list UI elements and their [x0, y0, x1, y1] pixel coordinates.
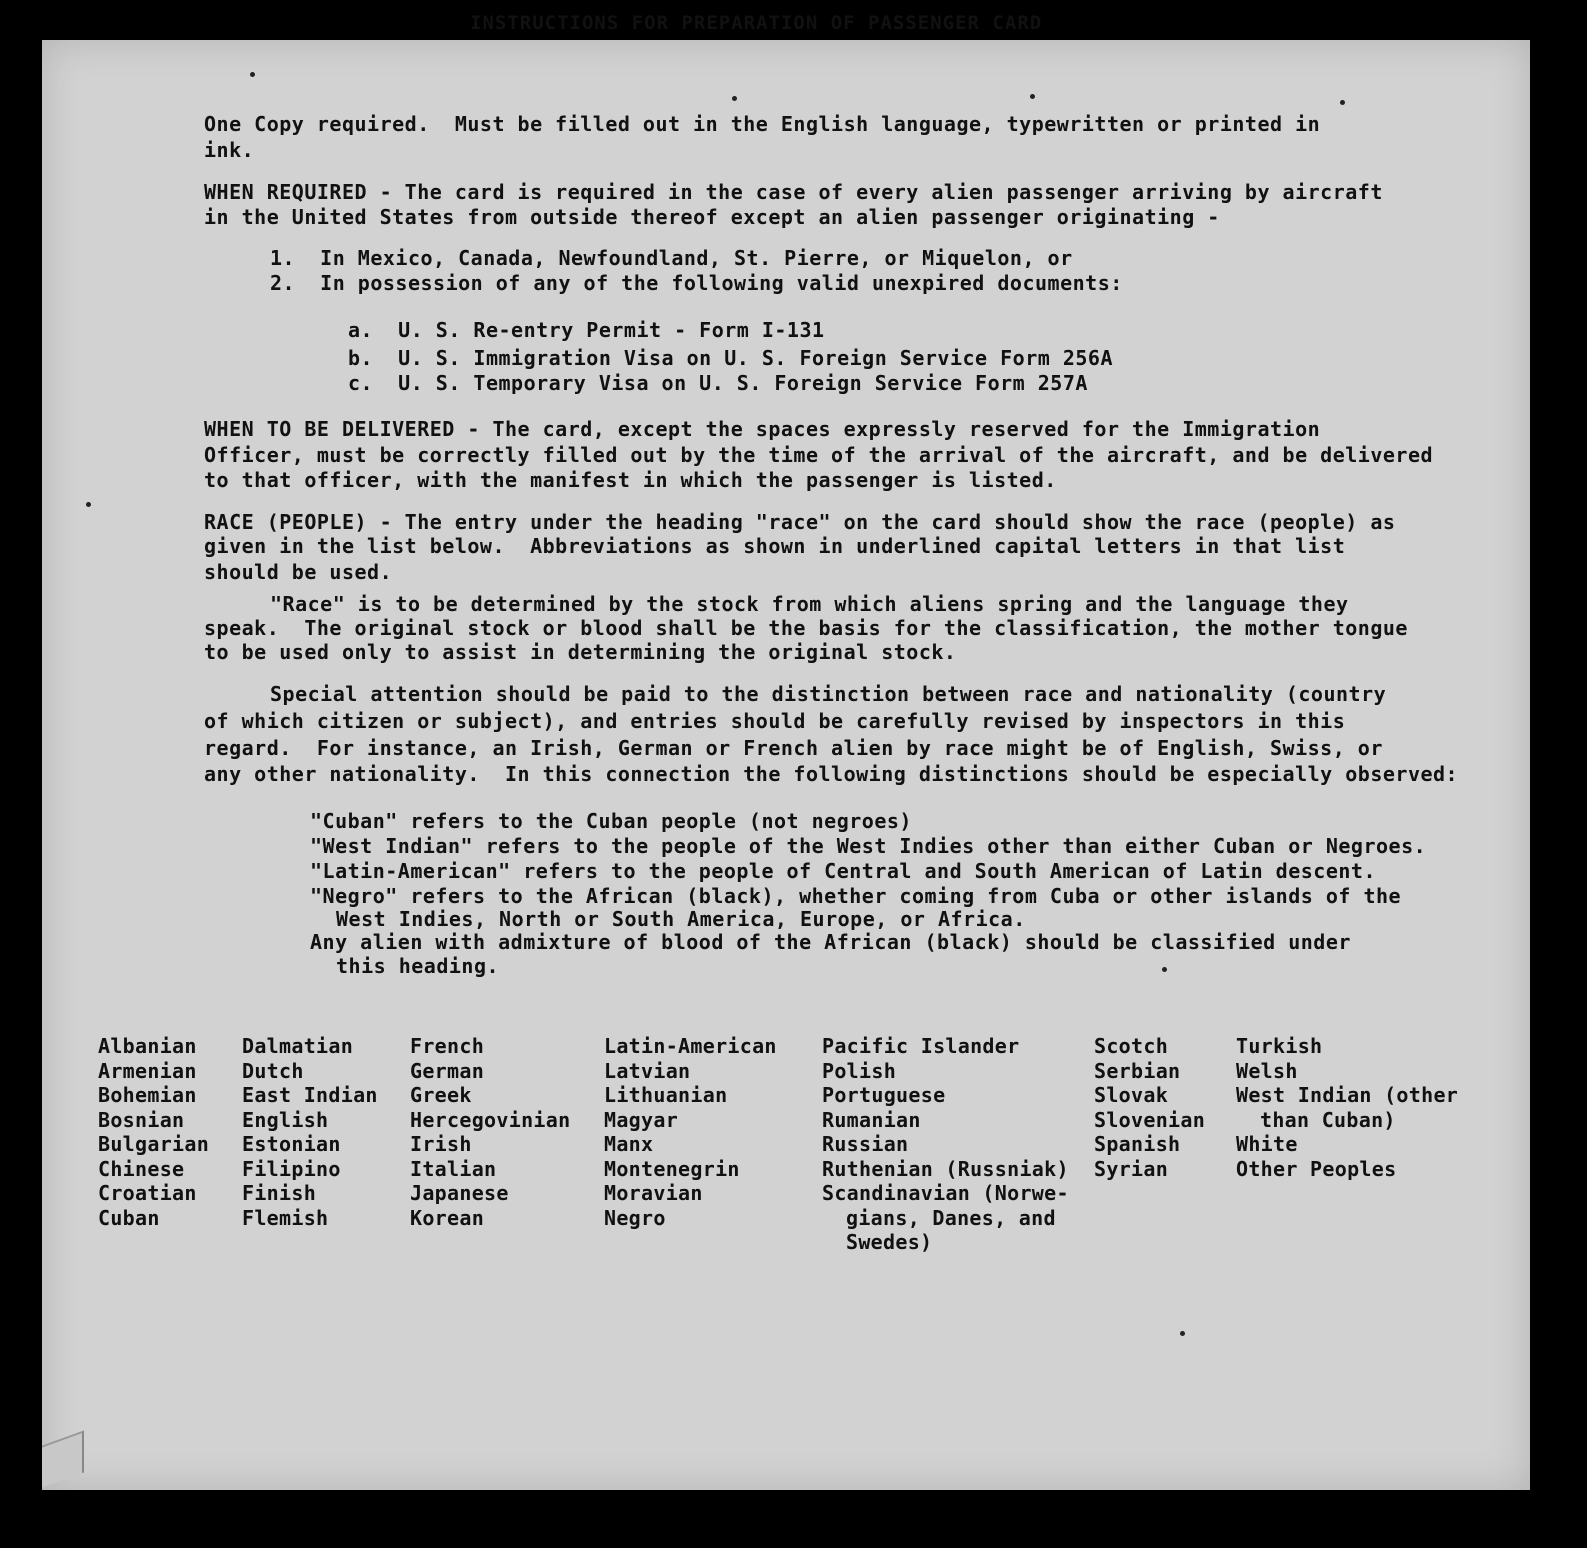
race-item: Moravian	[604, 1181, 703, 1205]
race-item: Hercegovinian	[410, 1107, 571, 1132]
when-delivered-line: to that officer, with the manifest in which the passenger is listed.	[204, 468, 1057, 492]
distinction-line: this heading.	[336, 954, 500, 978]
race-item: Lithuanian	[604, 1083, 728, 1107]
distinction-line: "Negro" refers to the African (black), whether coming from Cuba or other islands of the	[310, 884, 1402, 908]
distinction-line: West Indies, North or South America, Europe, or Africa.	[336, 907, 1026, 931]
page-title: INSTRUCTIONS FOR PREPARATION OF PASSENGER CARD	[470, 12, 1043, 34]
ink-speck	[1030, 94, 1035, 99]
race-item: White	[1236, 1132, 1298, 1156]
ink-speck	[1340, 100, 1345, 105]
ink-speck	[86, 502, 91, 507]
race-column	[822, 1034, 1069, 1255]
attention-line: regard. For instance, an Irish, German or French alien by race might be of English, Swiss, or	[204, 736, 1383, 760]
race-item: Filipino	[242, 1156, 341, 1181]
race-item: Slovenian	[1094, 1107, 1206, 1132]
exception-item: 1. In Mexico, Canada, Newfoundland, St. Pierre, or Miquelon, or	[270, 246, 1073, 270]
race-item: Finish	[242, 1181, 317, 1205]
race-item: West Indian (other	[1236, 1083, 1459, 1107]
race-item: Korean	[410, 1205, 485, 1230]
race-item: Syrian	[1094, 1156, 1169, 1181]
folded-corner	[42, 1430, 84, 1487]
race-item: Scotch	[1094, 1034, 1169, 1058]
document-item: c. U. S. Temporary Visa on U. S. Foreign Service Form 257A	[348, 371, 1088, 395]
intro-line: One Copy required. Must be filled out in the English language, typewritten or printed in	[204, 112, 1321, 136]
race-item: Spanish	[1094, 1132, 1181, 1156]
attention-line: Special attention should be paid to the distinction between race and nationality (country	[270, 682, 1387, 706]
attention-line: of which citizen or subject), and entries should be carefully revised by inspectors in this	[204, 709, 1346, 733]
race-item: French	[410, 1034, 485, 1058]
race-item: East Indian	[242, 1083, 378, 1107]
ink-speck	[732, 96, 737, 101]
race-item: Montenegrin	[604, 1156, 740, 1181]
race-item: Russian	[822, 1132, 909, 1156]
document-item: a. U. S. Re-entry Permit - Form I-131	[348, 318, 825, 342]
race-def-line: speak. The original stock or blood shall be the basis for the classification, the mother tongue	[204, 616, 1408, 640]
race-item: Slovak	[1094, 1083, 1169, 1107]
race-item: Ruthenian (Russniak)	[822, 1156, 1069, 1181]
distinction-line: "West Indian" refers to the people of the West Indies other than either Cuban or Negroes.	[310, 834, 1427, 858]
race-column	[1236, 1034, 1458, 1181]
race-item: Irish	[410, 1132, 472, 1156]
ink-speck	[1180, 1331, 1185, 1336]
ink-speck	[1162, 967, 1167, 972]
when-required-line: in the United States from outside thereof except an alien passenger originating -	[204, 205, 1220, 229]
race-line: should be used.	[204, 560, 393, 584]
race-item: Manx	[604, 1132, 654, 1156]
race-def-line: "Race" is to be determined by the stock from which aliens spring and the language they	[270, 592, 1349, 616]
race-def-line: to be used only to assist in determining the original stock.	[204, 640, 957, 664]
distinction-line: "Cuban" refers to the Cuban people (not negroes)	[310, 809, 912, 833]
race-item: Chinese	[98, 1156, 185, 1181]
race-item: Other Peoples	[1236, 1156, 1397, 1181]
race-item: Negro	[604, 1205, 666, 1230]
race-column	[410, 1034, 570, 1230]
when-required-line: WHEN REQUIRED - The card is required in the case of every alien passenger arriving by aircraft	[204, 180, 1383, 204]
race-item: Japanese	[410, 1181, 509, 1205]
race-item: Pacific Islander	[822, 1034, 1020, 1058]
race-line: given in the list below. Abbreviations as shown in underlined capital letters in that list	[204, 534, 1346, 558]
attention-line: any other nationality. In this connection the following distinctions should be especially observed:	[204, 762, 1459, 786]
race-item: Serbian	[1094, 1058, 1181, 1083]
race-item: Swedes)	[846, 1230, 933, 1254]
race-item: Magyar	[604, 1107, 679, 1132]
race-item: German	[410, 1058, 485, 1083]
race-item: Portuguese	[822, 1083, 946, 1107]
when-delivered-line: Officer, must be correctly filled out by the time of the arrival of the aircraft, and be delivered	[204, 443, 1434, 467]
document-item: b. U. S. Immigration Visa on U. S. Foreign Service Form 256A	[348, 346, 1114, 370]
race-item: Bulgarian	[98, 1132, 210, 1156]
race-item: Estonian	[242, 1132, 341, 1156]
race-column	[242, 1034, 378, 1230]
intro-line: ink.	[204, 138, 255, 162]
race-item: Latin-American	[604, 1034, 777, 1058]
race-item: Dalmatian	[242, 1034, 354, 1058]
distinction-line: Any alien with admixture of blood of the African (black) should be classified under	[310, 930, 1351, 954]
race-column	[1094, 1034, 1205, 1181]
race-item: Flemish	[242, 1205, 329, 1230]
race-item: Croatian	[98, 1181, 197, 1205]
race-line: RACE (PEOPLE) - The entry under the heading "race" on the card should show the race (people) as	[204, 510, 1396, 534]
race-item: Italian	[410, 1156, 497, 1181]
race-item: Bosnian	[98, 1107, 185, 1132]
race-item: than Cuban)	[1260, 1107, 1396, 1132]
race-item: Greek	[410, 1083, 472, 1107]
race-item: Polish	[822, 1058, 897, 1083]
race-item: Turkish	[1236, 1034, 1323, 1058]
race-item: Rumanian	[822, 1107, 921, 1132]
race-item: Welsh	[1236, 1058, 1298, 1083]
when-delivered-line: WHEN TO BE DELIVERED - The card, except the spaces expressly reserved for the Immigration	[204, 417, 1321, 441]
exception-item: 2. In possession of any of the following valid unexpired documents:	[270, 271, 1123, 295]
race-item: Bohemian	[98, 1083, 197, 1107]
race-item: Albanian	[98, 1034, 197, 1058]
race-item: gians, Danes, and	[846, 1205, 1056, 1230]
distinction-line: "Latin-American" refers to the people of Central and South American of Latin descent.	[310, 859, 1376, 883]
ink-speck	[250, 72, 255, 77]
race-item: Dutch	[242, 1058, 304, 1083]
race-item: Armenian	[98, 1058, 197, 1083]
race-item: Scandinavian (Norwe-	[822, 1181, 1069, 1205]
race-item: Latvian	[604, 1058, 691, 1083]
race-item: English	[242, 1107, 329, 1132]
race-column	[98, 1034, 209, 1230]
race-column	[604, 1034, 777, 1230]
race-item: Cuban	[98, 1205, 160, 1230]
